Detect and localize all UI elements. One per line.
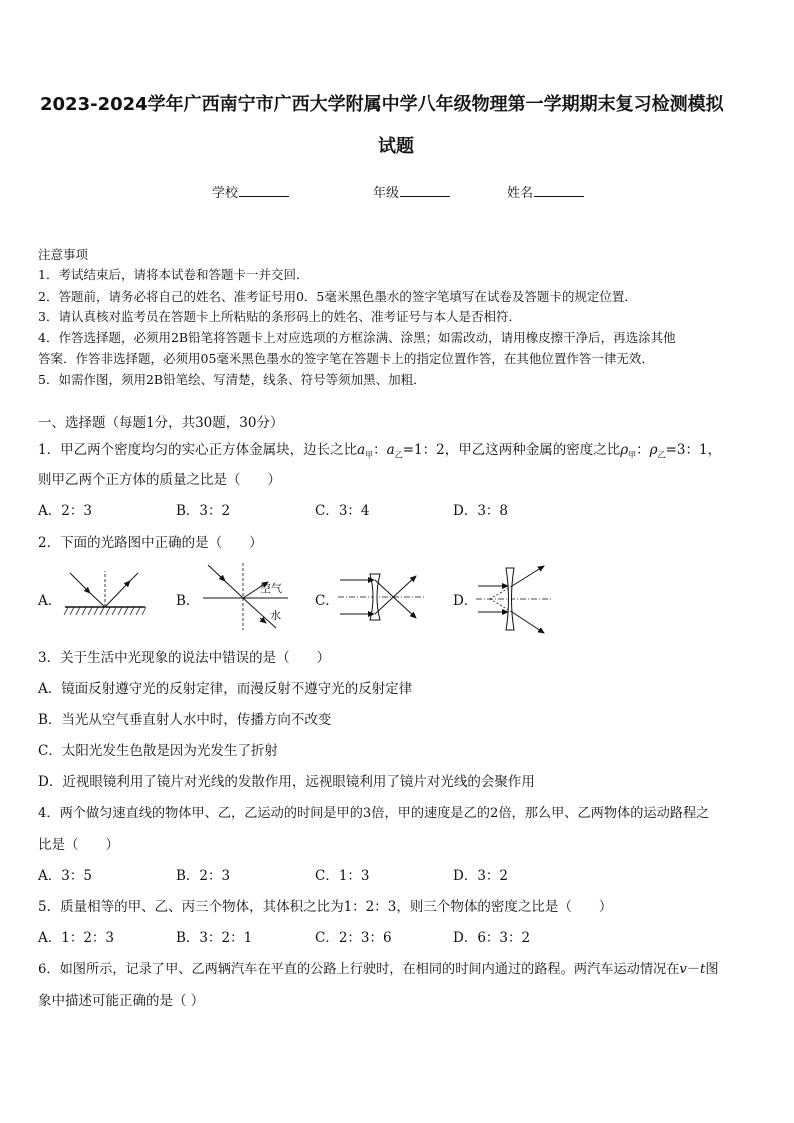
q5-option-c: C．2：3：6 (315, 930, 392, 946)
var-t: t (700, 962, 706, 977)
notes-heading: 注意事项 (38, 247, 89, 262)
section-heading: 一、选择题（每题1分，共30题，30分） (38, 415, 284, 431)
q1-option-b: B．3：2 (176, 503, 231, 519)
question-1-text: 1．甲乙两个密度均匀的实心正方体金属块，边长之比 (38, 442, 358, 458)
notes-item: 1．考试结束后，请将本试卷和答题卡一并交回． (38, 267, 309, 282)
q2-option-d-label: D． (453, 593, 478, 609)
q3-option-d: D．近视眼镜利用了镜片对光线的发散作用，远视眼镜利用了镜片对光线的会聚作用 (38, 774, 535, 790)
notes-item: 2．答题前，请务必将自己的姓名、准考证号用0．5毫米黑色墨水的签字笔填写在试卷及答题卡的规定位置． (38, 289, 637, 304)
notes-item: 答案．作答非选择题，必须用05毫米黑色墨水的签字笔在答题卡上的指定位置作答，在其他位置作答一律无效． (38, 351, 654, 366)
name-label: 姓名 (507, 186, 534, 201)
name-blank (534, 183, 584, 197)
colon: ： (373, 442, 387, 458)
q5-option-b: B．3：2：1 (176, 930, 253, 946)
notes-item: 4．作答选择题，必须用2B铅笔将答题卡上对应选项的方框涂满、涂黑；如需改动，请用橡皮擦干净后，再选涂其他 (38, 330, 676, 345)
question-2-stem: 2．下面的光路图中正确的是（ ） (38, 535, 263, 551)
diagram-b-refraction (198, 560, 298, 632)
question-6-line1 (38, 958, 719, 977)
question-1-line1 (38, 438, 721, 461)
q5-option-d: D．6：3：2 (453, 930, 531, 946)
q2-option-a-label: A． (38, 593, 62, 609)
var-v: v (679, 962, 687, 977)
name-field (507, 182, 584, 201)
graph-word: 图 (705, 962, 719, 977)
subscript: 甲 (365, 450, 374, 460)
q1-option-a: A．2：3 (38, 503, 92, 519)
question-6-text: 6．如图所示，记录了甲、乙两辆汽车在平直的公路上行驶时，在相同的时间内通过的路程。两汽车运动情况在 (38, 962, 680, 977)
q3-option-a: A．镜面反射遵守光的反射定律，而漫反射不遵守光的反射定律 (38, 681, 413, 697)
var-rho: ρ (649, 442, 658, 458)
page-title: 2023-2024学年广西南宁市广西大学附属中学八年级物理第一学期期末复习检测模拟 (40, 94, 724, 115)
school-field (212, 182, 289, 201)
diagram-c-concave-lens (336, 570, 426, 625)
grade-field (373, 182, 450, 201)
q2-option-c-label: C． (315, 593, 339, 609)
dash: － (686, 962, 701, 977)
q3-option-b: B．当光从空气垂直射人水中时，传播方向不改变 (38, 712, 332, 728)
var-rho: ρ (620, 442, 629, 458)
var-a: a (357, 442, 366, 458)
question-1-line2: 则甲乙两个正方体的质量之比是（ ） (38, 472, 281, 488)
question-4-line2: 比是（ ） (38, 837, 119, 853)
q1-option-d: D．3：8 (453, 503, 509, 519)
water-label: 水 (270, 609, 281, 622)
ratio-text: =1：2，甲乙这两种金属的密度之比 (402, 442, 621, 458)
q2-option-b-label: B． (176, 593, 200, 609)
subscript: 乙 (394, 450, 403, 460)
q4-option-a: A．3：5 (38, 868, 92, 884)
diagram-d-concave-lens (474, 562, 554, 637)
diagram-a-reflection (60, 565, 150, 625)
q3-option-c: C．太阳光发生色散是因为光发生了折射 (38, 743, 278, 759)
school-blank (239, 183, 289, 197)
notes-item: 3．请认真核对监考员在答题卡上所粘贴的条形码上的姓名、准考证号与本人是否相符． (38, 309, 521, 324)
var-a: a (386, 442, 395, 458)
q4-option-d: D．3：2 (453, 868, 509, 884)
colon: ： (636, 442, 650, 458)
question-5-stem: 5．质量相等的甲、乙、丙三个物体，其体积之比为1：2：3，则三个物体的密度之比是（ ） (38, 899, 613, 915)
question-3-stem: 3．关于生活中光现象的说法中错误的是（ ） (38, 650, 331, 666)
ratio-text: =3：1， (665, 442, 722, 458)
grade-blank (400, 183, 450, 197)
grade-label: 年级 (373, 186, 400, 201)
question-4-line1: 4．两个做匀速直线的物体甲、乙，乙运动的时间是甲的3倍，甲的速度是乙的2倍，那么甲、乙两物体的运动路程之 (38, 806, 710, 821)
subscript: 甲 (628, 450, 637, 460)
q4-option-c: C．1：3 (315, 868, 370, 884)
q1-option-c: C．3：4 (315, 503, 370, 519)
notes-item: 5．如需作图，须用2B铅笔绘、写清楚，线条、符号等须加黑、加粗． (38, 372, 426, 387)
subscript: 乙 (657, 450, 666, 460)
q4-option-b: B．2：3 (176, 868, 231, 884)
page-title-continued: 试题 (378, 136, 414, 157)
question-6-line2: 象中描述可能正确的是（ ） (38, 993, 205, 1009)
school-label: 学校 (212, 186, 239, 201)
air-label: 空气 (260, 582, 282, 595)
q5-option-a: A．1：2：3 (38, 930, 115, 946)
